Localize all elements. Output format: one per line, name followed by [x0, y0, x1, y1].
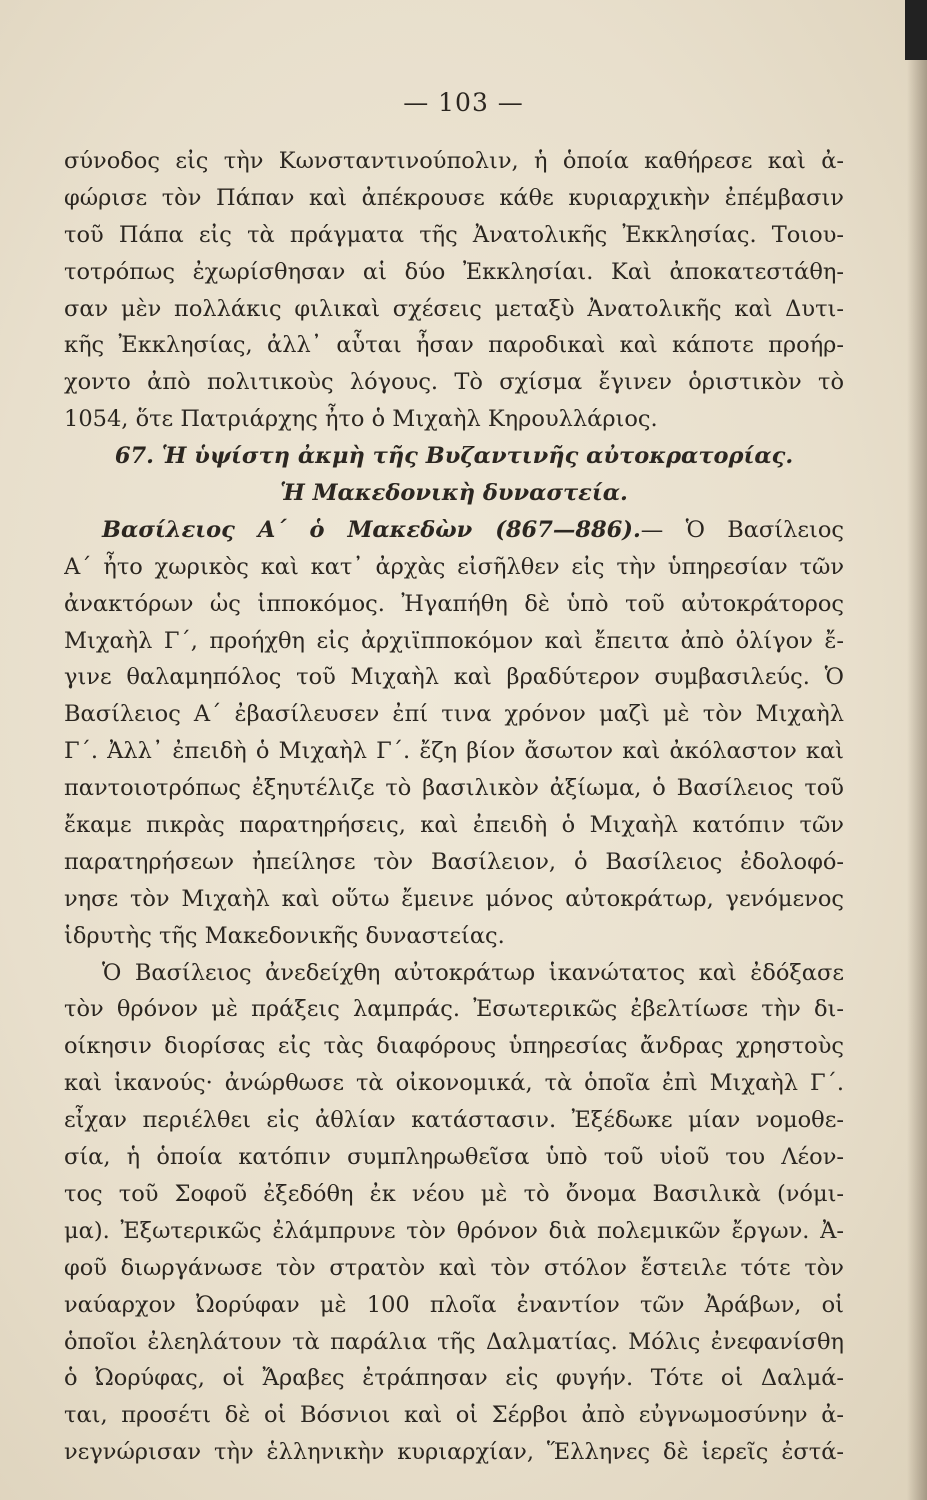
- text-line: σία, ἡ ὁποία κατόπιν συμπληρωθεῖσα ὑπὸ τοῦ υἱοῦ του Λέον-: [64, 1144, 844, 1171]
- text-line: Μιχαὴλ Γ΄, προήχθη εἰς ἀρχιϊπποκόμον καὶ ἔπειτα ἀπὸ ὀλίγον ἔ-: [64, 627, 844, 654]
- paragraph-basil-reign: [64, 955, 844, 1471]
- text-line: ἱδρυτὴς τῆς Μακεδονικῆς δυναστείας.: [64, 922, 505, 949]
- basil-heading-rest: — Ὁ Βασίλειος: [640, 516, 844, 543]
- page-edge-shadow: [907, 0, 927, 1500]
- text-line: παντοιοτρόπως ἐξηυτέλιζε τὸ βασιλικὸν ἀξίωμα, ὁ Βασίλειος τοῦ: [64, 775, 844, 802]
- corner-tab-mark: [905, 0, 927, 60]
- text-line: οίκησιν διορίσας εἰς τὰς διαφόρους ὑπηρεσίας ἄνδρας χρηστοὺς: [64, 1033, 844, 1060]
- section-subtitle: Ἡ Μακεδονικὴ δυναστεία.: [280, 480, 628, 507]
- paragraph-basil: [64, 512, 844, 955]
- text-line: τὸν θρόνον μὲ πράξεις λαμπράς. Ἐσωτερικῶς ἐβελτίωσε τὴν δι-: [64, 996, 844, 1023]
- text-line: Α΄ ἦτο χωρικὸς καὶ κατ᾽ ἀρχὰς εἰσῆλθεν εἰς τὴν ὑπηρεσίαν τῶν: [64, 553, 844, 580]
- text-line: Βασίλειος Α΄ ἐβασίλευσεν ἐπί τινα χρόνον μαζὶ μὲ τὸν Μιχαὴλ: [64, 701, 844, 728]
- body-text: [64, 143, 844, 1471]
- text-line: ναύαρχον Ὠορύφαν μὲ 100 πλοῖα ἐναντίον τῶν Ἀράβων, οἱ: [64, 1291, 844, 1318]
- text-line: χοντο ἀπὸ πολιτικοὺς λόγους. Τὸ σχίσμα ἔγινεν ὁριστικὸν τὸ: [64, 369, 844, 396]
- text-line: παρατηρήσεων ἠπείλησε τὸν Βασίλειον, ὁ Βασίλειος ἐδολοφό-: [64, 848, 844, 875]
- text-line: τοτρόπως ἐχωρίσθησαν αἱ δύο Ἐκκλησίαι. Καὶ ἀποκατεστάθη-: [64, 258, 844, 285]
- text-line: κῆς Ἐκκλησίας, ἀλλ᾽ αὗται ἦσαν παροδικαὶ καὶ κάποτε προήρ-: [64, 332, 844, 359]
- text-line: νησε τὸν Μιχαὴλ καὶ οὕτω ἔμεινε μόνος αὐτοκράτωρ, γενόμενος: [64, 885, 844, 912]
- section-title: 67. Ἡ ὑψίστη ἀκμὴ τῆς Βυζαντινῆς αὐτοκρατορίας.: [114, 443, 794, 470]
- text-line: σαν μὲν πολλάκις φιλικαὶ σχέσεις μεταξὺ Ἀνατολικῆς καὶ Δυτι-: [64, 295, 844, 322]
- text-line: ἔκαμε πικρὰς παρατηρήσεις, καὶ ἐπειδὴ ὁ Μιχαὴλ κατόπιν τῶν: [64, 812, 844, 839]
- text-line: ται, προσέτι δὲ οἱ Βόσνιοι καὶ οἱ Σέρβοι ἀπὸ εὐγνωμοσύνην ἀ-: [64, 1402, 844, 1429]
- text-line: Γ΄. Ἀλλ᾽ ἐπειδὴ ὁ Μιχαὴλ Γ΄. ἔζη βίον ἄσωτον καὶ ἀκόλαστον καὶ: [64, 738, 844, 765]
- text-line: τος τοῦ Σοφοῦ ἐξεδόθη ἐκ νέου μὲ τὸ ὄνομα Βασιλικὰ (νόμι-: [64, 1180, 844, 1207]
- text-line: μα). Ἐξωτερικῶς ἐλάμπρυνε τὸν θρόνον διὰ πολεμικῶν ἔργων. Ἀ-: [64, 1217, 844, 1244]
- text-line: εἶχαν περιέλθει εἰς ἀθλίαν κατάστασιν. Ἐξέδωκε μίαν νομοθε-: [64, 1107, 844, 1134]
- text-line: ὁ Ὠορύφας, οἱ Ἄραβες ἐτράπησαν εἰς φυγήν. Τότε οἱ Δαλμά-: [64, 1365, 844, 1392]
- text-line: καὶ ἱκανούς· ἀνώρθωσε τὰ οἰκονομικά, τὰ ὁποῖα ἐπὶ Μιχαὴλ Γ΄.: [64, 1070, 844, 1097]
- text-line: φώρισε τὸν Πάπαν καὶ ἀπέκρουσε κάθε κυριαρχικὴν ἐπέμβασιν: [64, 184, 844, 211]
- text-line: φοῦ διωργάνωσε τὸν στρατὸν καὶ τὸν στόλον ἔστειλε τότε τὸν: [64, 1254, 844, 1281]
- text-line: σύνοδος εἰς τὴν Κωνσταντινούπολιν, ἡ ὁποία καθήρεσε καὶ ἀ-: [64, 148, 844, 174]
- text-line: γινε θαλαμηπόλος τοῦ Μιχαὴλ καὶ βραδύτερον συμβασιλεύς. Ὁ: [64, 664, 844, 691]
- paragraph-schism: [64, 143, 844, 438]
- text-line: ὁποῖοι ἐλεηλάτουν τὰ παράλια τῆς Δαλματίας. Μόλις ἐνεφανίσθη: [64, 1328, 844, 1355]
- text-line-basil-heading: [64, 512, 844, 549]
- basil-heading: Βασίλειος Α΄ ὁ Μακεδὼν (867—886).: [102, 516, 641, 543]
- page-number: — 103 —: [403, 88, 524, 117]
- text-line: 1054, ὅτε Πατριάρχης ἦτο ὁ Μιχαὴλ Κηρουλλάριος.: [64, 406, 658, 433]
- text-line: νεγνώρισαν τὴν ἑλληνικὴν κυριαρχίαν, Ἕλληνες δὲ ἱερεῖς ἐστά-: [64, 1439, 844, 1466]
- text-line: ἀνακτόρων ὡς ἱπποκόμος. Ἠγαπήθη δὲ ὑπὸ τοῦ αὐτοκράτορος: [64, 590, 844, 617]
- text-line: τοῦ Πάπα εἰς τὰ πράγματα τῆς Ἀνατολικῆς Ἐκκλησίας. Τοιου-: [64, 221, 844, 248]
- text-line: Ὁ Βασίλειος ἀνεδείχθη αὐτοκράτωρ ἱκανώτατος καὶ ἐδόξασε: [102, 959, 844, 986]
